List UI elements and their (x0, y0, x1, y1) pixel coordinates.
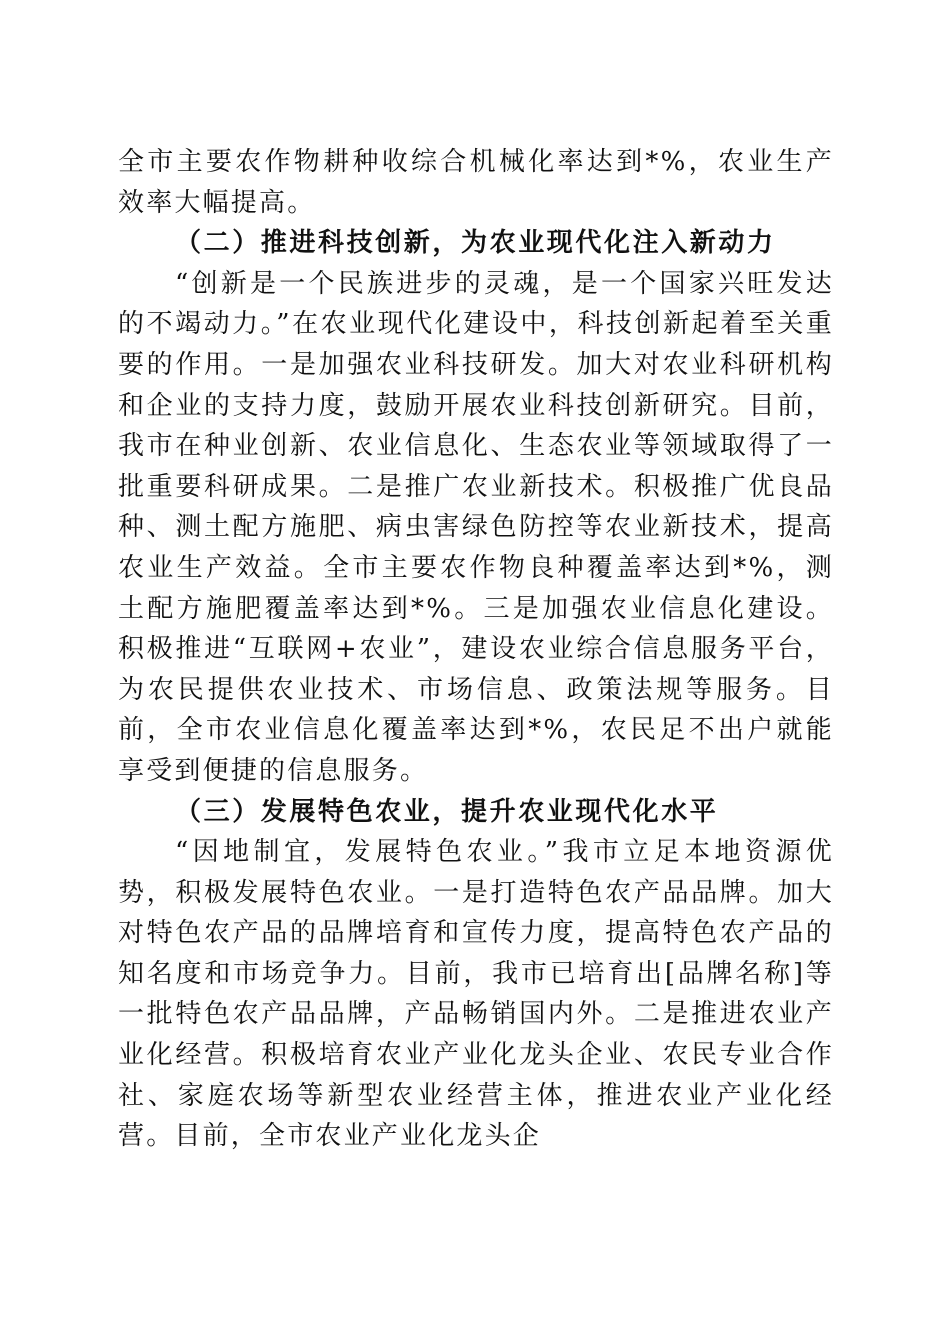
section-heading-specialty-agriculture: （三）发展特色农业，提升农业现代化水平 (175, 796, 719, 827)
document-body (118, 142, 834, 1157)
paragraph-specialty-agriculture: “因地制宜，发展特色农业。”我市立足本地资源优势，积极发展特色农业。一是打造特色农产品品牌。加大对特色农产品的品牌培育和宣传力度，提高特色农产品的知名度和市场竞争力。目前，我市已培育出[品牌名称]等一批特色农产品品牌，产品畅销国内外。二是推进农业产业化经营。积极培育农业产业化龙头企业、农民专业合作社、家庭农场等新型农业经营主体，推进农业产业化经营。目前，全市农业产业化龙头企 (118, 837, 834, 1152)
paragraph-mechanization-continuation: 全市主要农作物耕种收综合机械化率达到*%，农业生产效率大幅提高。 (118, 147, 834, 218)
section-heading-tech-innovation: （二）推进科技创新，为农业现代化注入新动力 (175, 228, 776, 259)
paragraph-tech-innovation: “创新是一个民族进步的灵魂，是一个国家兴旺发达的不竭动力。”在农业现代化建设中，科技创新起着至关重要的作用。一是加强农业科技研发。加大对农业科研机构和企业的支持力度，鼓励开展农业科技创新研究。目前，我市在种业创新、农业信息化、生态农业等领域取得了一批重要科研成果。二是推广农业新技术。积极推广优良品种、测土配方施肥、病虫害绿色防控等农业新技术，提高农业生产效益。全市主要农作物良种覆盖率达到*%，测土配方施肥覆盖率达到*%。三是加强农业信息化建设。积极推进“互联网+农业”，建设农业综合信息服务平台，为农民提供农业技术、市场信息、政策法规等服务。目前，全市农业信息化覆盖率达到*%，农民足不出户就能享受到便捷的信息服务。 (118, 268, 834, 786)
